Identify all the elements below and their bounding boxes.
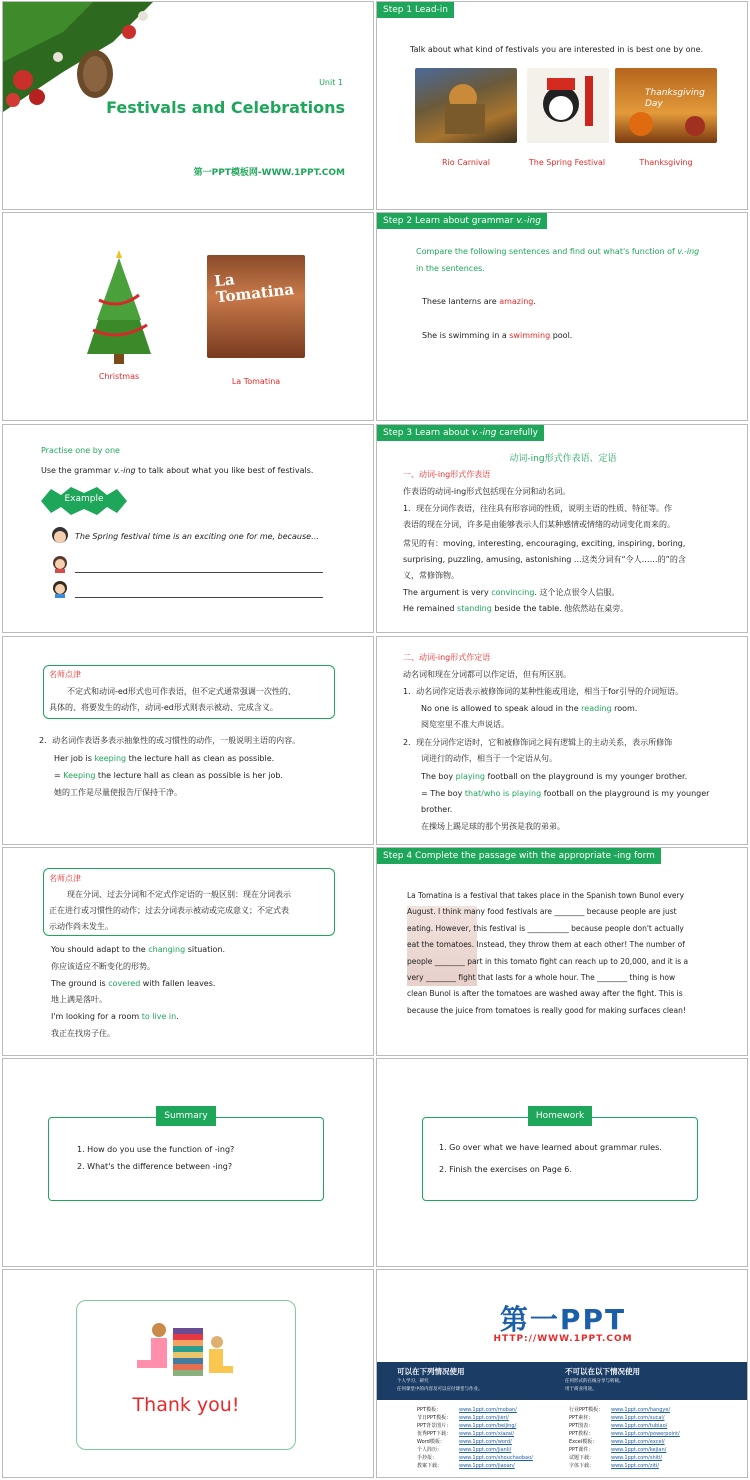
brand-url[interactable]: HTTP://WWW.1PPT.COM (493, 1334, 633, 1344)
can-use-1: 个人学习、研究 (397, 1379, 429, 1384)
thanksgiving-card-text: Thanksgiving Day (645, 88, 705, 109)
link-row[interactable]: PPT图表： www.1ppt.com/tubiao/ (569, 1423, 668, 1429)
summary-item-2: 2. What's the difference between -ing? (77, 1162, 233, 1171)
slide-passage[interactable] (376, 847, 748, 1056)
example-1: Her job is keeping the lecture hall as clean as possible. (54, 754, 275, 763)
answer-line-1[interactable] (75, 572, 323, 573)
summary-label: Summary (156, 1106, 216, 1126)
slide-tips-2[interactable] (2, 847, 374, 1056)
avatar-boy (51, 580, 69, 598)
link-row[interactable]: PPT背景图片： www.1ppt.com/beijing/ (417, 1423, 517, 1429)
brand-logo: 第一PPT (499, 1303, 627, 1336)
line-9: brother. (421, 805, 453, 814)
homework-box (422, 1117, 698, 1201)
homework-item-1: 1. Go over what we have learned about grammar rules. (439, 1143, 662, 1152)
link-row[interactable]: 手抄报： www.1ppt.com/shouchaobao/ (417, 1455, 533, 1461)
link-row[interactable]: 试题下载： www.1ppt.com/shiti/ (569, 1455, 663, 1461)
link-row[interactable]: 教案下载： www.1ppt.com/jiaoan/ (417, 1463, 515, 1469)
link-row[interactable]: 优秀PPT下载： www.1ppt.com/xiazai/ (417, 1431, 515, 1437)
example-sentence-1: These lanterns are amazing. (422, 297, 536, 306)
tip-line-3: 示动作尚未发生。 (49, 922, 113, 931)
passage-line-5: people ________ part in this tomato fight can reach up to 20,000, and it is a (407, 956, 689, 966)
line-1: 动名词和现在分词都可以作定语，但有所区别。 (403, 670, 571, 679)
body-line-4: 常见的有：moving, interesting, encouraging, exciting, inspiring, boring, (403, 539, 686, 548)
line-5: 2．现在分词作定语时，它和被修饰词之间有逻辑上的主动关系，表示所修饰 (403, 738, 673, 747)
slide-practise[interactable] (2, 424, 374, 633)
line-7: The boy playing football on the playground is my younger brother. (421, 772, 688, 781)
tip-line-1: 不定式和动词-ed形式也可作表语，但不定式通常强调一次性的、 (67, 687, 296, 696)
links-left (417, 1406, 577, 1470)
example-3: I'm looking for a room to live in. (51, 1012, 179, 1021)
tomatina-photo-text: La Tomatina (213, 270, 295, 307)
la-tomatina-photo (207, 255, 305, 358)
line-6: 词进行的动作，相当于一个定语从句。 (421, 754, 557, 763)
slide-ing-predicative[interactable] (376, 424, 748, 633)
caption-rio-carnival: Rio Carnival (441, 158, 490, 167)
link-row[interactable]: PPT模板： www.1ppt.com/moban/ (417, 1407, 517, 1413)
instruction: Talk about what kind of festivals you are interested in is best one by one. (410, 45, 704, 54)
answer-line-2[interactable] (75, 597, 323, 598)
section-subtitle: 一、动词-ing形式作表语 (403, 470, 491, 479)
step-label: Step 3 Learn about v.-ing carefully (377, 425, 544, 441)
link-row[interactable]: PPT教程： www.1ppt.com/powerpoint/ (569, 1431, 680, 1437)
passage-line-6: very ________ fight that lasts for a whole hour. The ________ thing is how (407, 973, 676, 983)
link-row[interactable]: 行业PPT模板： www.1ppt.com/hangye/ (569, 1407, 671, 1413)
step-label: Step 4 Complete the passage with the appropriate -ing form (377, 848, 661, 864)
example-2-cn: 地上满是落叶。 (51, 995, 107, 1004)
link-row[interactable]: PPT课件： www.1ppt.com/kejian/ (569, 1447, 667, 1453)
step-label: Step 2 Learn about grammar v.-ing (377, 213, 547, 229)
rio-carnival-photo (415, 68, 517, 143)
line-2: 1．动名词作定语表示被修饰词的某种性能或用途，相当于for引导的介词短语。 (403, 687, 684, 696)
practise-heading: Practise one by one (41, 446, 120, 455)
step-label: Step 1 Lead-in (377, 2, 454, 18)
body-line-6: 义，常修饰物。 (403, 571, 459, 580)
avatar-woman (51, 555, 69, 573)
thanks-text: Thank you! (132, 1394, 240, 1416)
summary-item-1: 1. How do you use the function of -ing? (77, 1145, 235, 1154)
example-badge-label: Example (64, 494, 104, 504)
thanksgiving-photo (615, 68, 717, 143)
example-1-cn: 你应该适应不断变化的形势。 (51, 962, 155, 971)
passage (407, 888, 719, 1019)
example-2: He remained standing beside the table. 他依然站在桌旁。 (403, 604, 629, 613)
page-title: Festivals and Celebrations (106, 98, 345, 117)
slide-ing-attributive[interactable] (376, 636, 748, 845)
point-2: 2．动名词作表语多表示抽象性的或习惯性的动作，一般说明主语的内容。 (39, 736, 301, 745)
slide-grammar[interactable] (376, 212, 748, 421)
passage-line-2: August. I think many food festivals are ________ because people are just (407, 907, 677, 917)
homework-label: Homework (528, 1106, 592, 1126)
tip-line-1: 现在分词、过去分词和不定式作定语的一般区别：现在分词表示 (67, 890, 291, 899)
example-sentence: The Spring festival time is an exciting one for me, because… (75, 532, 320, 541)
homework-item-2: 2. Finish the exercises on Page 6. (439, 1165, 572, 1174)
example-sentence-2: She is swimming in a swimming pool. (422, 331, 573, 340)
slide-tips-1[interactable] (2, 636, 374, 845)
line-8: = The boy that/who is playing football on the playground is my younger (421, 789, 710, 798)
body-line-5: surprising, puzzling, amusing, astonishing ...这类分词有“令人……的”的含 (403, 555, 686, 564)
passage-line-4: eat the tomatoes. Instead, they throw them at each other! The number of (407, 940, 685, 950)
slide-credits[interactable] (376, 1269, 748, 1478)
cannot-use-2: 用于商业用途。 (565, 1387, 597, 1392)
kids-reading-image (129, 1314, 239, 1384)
body-line-2: 1．现在分词作表语，往往具有形容词的性质，说明主语的性质、特征等。作 (403, 504, 673, 513)
passage-line-3: eating. However, this festival is ___________ because people don't actually (407, 923, 684, 933)
section-title: 动词-ing形式作表语、定语 (509, 454, 617, 464)
cannot-use-title: 不可以在以下情况使用 (565, 1367, 640, 1376)
practise-instruction: Use the grammar v.-ing to talk about what you like best of festivals. (41, 466, 314, 475)
example-1: You should adapt to the changing situation. (51, 945, 226, 954)
passage-line-7: clean Bunol is after the tomatoes are washed away after the fight. This is (407, 989, 683, 999)
compare-instruction-2: in the sentences. (416, 264, 485, 273)
link-row[interactable]: PPT素材： www.1ppt.com/sucai/ (569, 1415, 665, 1421)
line-10: 在操场上踢足球的那个男孩是我的弟弟。 (421, 822, 565, 831)
caption-spring-festival: The Spring Festival (528, 158, 606, 167)
line-4: 阅览室里不准大声说话。 (421, 720, 509, 729)
compare-instruction: Compare the following sentences and find out what's function of v.-ing (416, 247, 700, 256)
cannot-use-1: 任何形式的在线分享与转载。 (565, 1379, 624, 1384)
unit-label: Unit 1 (319, 78, 343, 87)
slide-homework[interactable] (376, 1058, 748, 1267)
can-use-title: 可以在下列情况使用 (397, 1367, 465, 1376)
tip-label: 名师点津 (49, 670, 81, 679)
site-label: 第一PPT模板网-WWW.1PPT.COM (193, 168, 345, 178)
christmas-tree-photo (79, 250, 159, 370)
christmas-decoration-image (3, 2, 153, 112)
link-row[interactable]: 个人简历： www.1ppt.com/jianli/ (417, 1447, 512, 1453)
avatar-girl (51, 526, 69, 544)
slide-christmas-tomatina[interactable] (2, 212, 374, 421)
passage-line-8: because the juice from tomatoes is really good for making surfaces clean! (407, 1005, 686, 1015)
links-right (569, 1406, 744, 1470)
slide-title[interactable] (2, 1, 374, 210)
link-row[interactable]: Excel模板： www.1ppt.com/excel/ (569, 1439, 665, 1445)
example-3-cn: 我正在找房子住。 (51, 1029, 115, 1038)
link-row[interactable]: 字体下载： www.1ppt.com/ziti/ (569, 1463, 659, 1469)
example-2: = Keeping the lecture hall as clean as possible is her job. (54, 771, 283, 780)
link-row[interactable]: 节日PPT模板： www.1ppt.com/jieri/ (417, 1415, 509, 1421)
example-badge (41, 487, 127, 515)
caption-christmas: Christmas (98, 372, 140, 381)
body-line-1: 作表语的动词-ing形式包括现在分词和动名词。 (403, 487, 571, 496)
passage-line-1: La Tomatina is a festival that takes place in the Spanish town Bunol every (407, 891, 685, 900)
body-line-3: 表语的现在分词，许多是由能够表示人们某种感情或情绪的动词变化而来的。 (403, 520, 675, 529)
example-2: The ground is covered with fallen leaves. (51, 979, 216, 988)
link-row[interactable]: Word模板： www.1ppt.com/word/ (417, 1439, 512, 1445)
example-translation: 她的工作是尽量使报告厅保持干净。 (54, 788, 182, 797)
tip-line-2: 具体的、将要发生的动作，动词-ed形式则表示被动、完成含义。 (49, 703, 278, 712)
section-subtitle: 二、动词-ing形式作定语 (403, 653, 491, 662)
usage-banner (377, 1362, 748, 1400)
tip-label: 名师点津 (49, 874, 81, 883)
slide-lead-in[interactable] (376, 1, 748, 210)
tip-line-2: 正在进行或习惯性的动作；过去分词表示被动或完成意义；不定式表 (49, 906, 289, 915)
summary-box (48, 1117, 324, 1201)
slide-summary[interactable] (2, 1058, 374, 1267)
example-1: The argument is very convincing. 这个论点很令人信服。 (403, 588, 620, 597)
slide-thank-you[interactable] (2, 1269, 374, 1478)
spring-festival-photo (527, 68, 609, 143)
line-3: No one is allowed to speak aloud in the reading room. (421, 704, 638, 713)
caption-la-tomatina: La Tomatina (231, 377, 281, 386)
can-use-2: 任何课堂中的内容及可以应付课堂与作业。 (397, 1387, 483, 1392)
caption-thanksgiving: Thanksgiving (639, 158, 693, 167)
